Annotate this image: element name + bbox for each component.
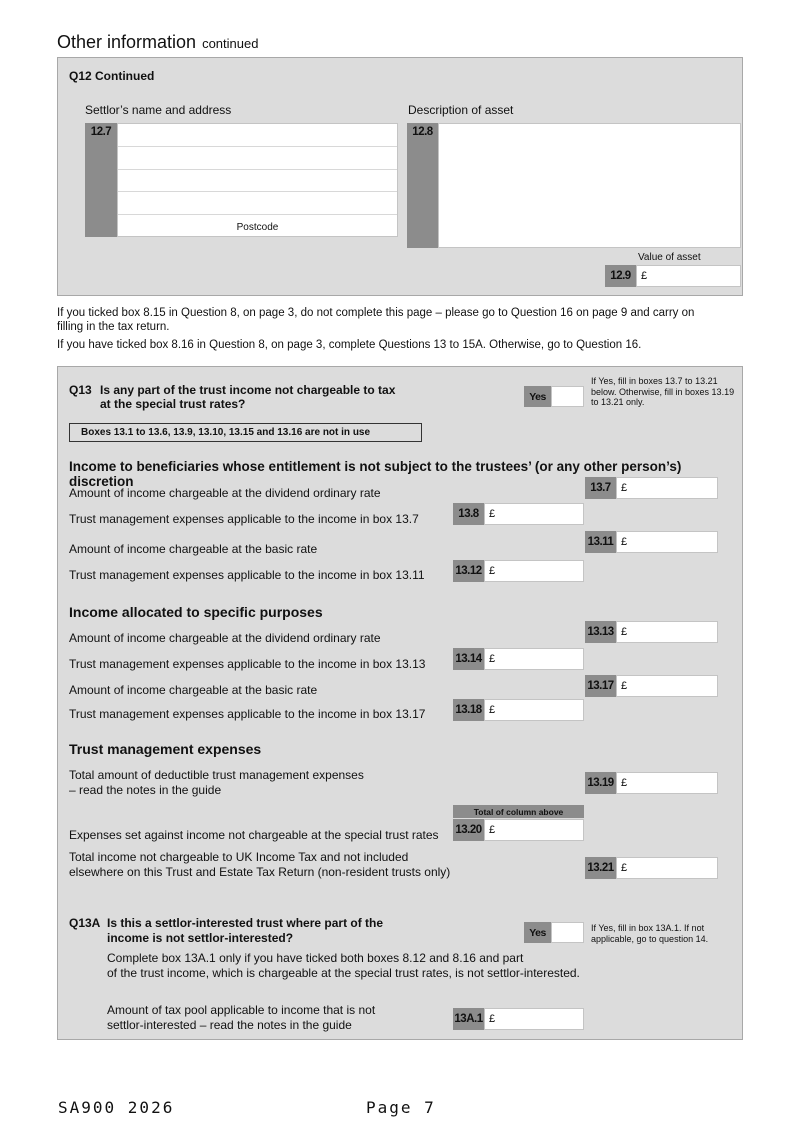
q13a-question-line1: Is this a settlor-interested trust where part of the (107, 916, 384, 930)
box-12-7-label (85, 123, 117, 237)
box-13-11-field[interactable] (616, 531, 718, 553)
address-line-divider (118, 169, 397, 170)
box-13-18-label: 13.18 (453, 699, 484, 721)
box-13-17-label: 13.17 (585, 675, 616, 697)
value-of-asset-label: Value of asset (638, 252, 701, 263)
settlor-label: Settlor’s name and address (85, 103, 232, 117)
box-13-7-label: 13.7 (585, 477, 616, 499)
not-in-use-box: Boxes 13.1 to 13.6, 13.9, 13.10, 13.15 and 13.16 are not in use (69, 423, 422, 442)
box-13-8-field[interactable] (484, 503, 584, 525)
asset-description-field[interactable] (438, 123, 741, 248)
q13-number: Q13 (69, 383, 92, 397)
value-of-asset-field[interactable] (636, 265, 741, 287)
q13-yes-label: Yes (524, 386, 551, 407)
title-continued: continued (202, 36, 259, 51)
box-13-13-field[interactable] (616, 621, 718, 643)
q13a-question-line2: income is not settlor-interested? (107, 931, 294, 945)
q13a-complete-line2: of the trust income, which is chargeable at the special trust rates, is not settlor-interested. (107, 966, 580, 980)
row-13-21-label-line1: Total income not chargeable to UK Income Tax and not included (69, 850, 409, 864)
box-13a-1-label: 13A.1 (453, 1008, 484, 1030)
pound-sign: £ (641, 270, 648, 282)
q13a-amount-line2: settlor-interested – read the notes in the guide (107, 1018, 352, 1032)
q13-question-line1: Is any part of the trust income not chargeable to tax (100, 383, 396, 397)
total-column-header: Total of column above (453, 805, 584, 818)
form-code: SA900 2026 (58, 1098, 175, 1117)
box-13-11-label: 13.11 (585, 531, 616, 553)
row-13-12-label: Trust management expenses applicable to the income in box 13.11 (69, 568, 425, 582)
row-13-17-label: Amount of income chargeable at the basic rate (69, 683, 318, 697)
box-12-9-label: 12.9 (605, 265, 636, 287)
row-13-18-label: Trust management expenses applicable to the income in box 13.17 (69, 707, 426, 721)
pound-sign: £ (621, 482, 628, 494)
box-13-19-label: 13.19 (585, 772, 616, 794)
q13a-complete-line1: Complete box 13A.1 only if you have ticked both boxes 8.12 and 8.16 and part (107, 951, 524, 965)
address-line-divider (118, 214, 397, 215)
row-13-20-label: Expenses set against income not chargeable at the special trust rates (69, 828, 439, 842)
box-13-14-label: 13.14 (453, 648, 484, 670)
q13a-amount-line1: Amount of tax pool applicable to income that is not (107, 1003, 376, 1017)
box-13-14-field[interactable] (484, 648, 584, 670)
q13a-instruction: If Yes, fill in box 13A.1. If not applicable, go to question 14. (591, 923, 709, 944)
q13a-number: Q13A (69, 916, 101, 930)
page-title (57, 32, 258, 53)
section-trust-expenses-heading: Trust management expenses (69, 741, 262, 757)
section-beneficiaries-heading: Income to beneficiaries whose entitlement is not subject to the trustees’ (or any other person’s) discretion (69, 459, 682, 489)
pound-sign: £ (489, 653, 496, 665)
pound-sign: £ (621, 536, 628, 548)
pound-sign: £ (621, 626, 628, 638)
box-13-8-label: 13.8 (453, 503, 484, 525)
pound-sign: £ (621, 680, 628, 692)
note-line-1: If you ticked box 8.15 in Question 8, on page 3, do not complete this page – please go to Question 16 on page 9 and carry on filling in the tax return. (57, 307, 695, 333)
box-13-17-field[interactable] (616, 675, 718, 697)
box-13-18-field[interactable] (484, 699, 584, 721)
box-13-12-label: 13.12 (453, 560, 484, 582)
box-13-20-field[interactable] (484, 819, 584, 841)
box-13a-1-field[interactable] (484, 1008, 584, 1030)
section-specific-purposes-heading: Income allocated to specific purposes (69, 604, 323, 620)
q13-yes-checkbox[interactable] (551, 386, 584, 407)
box-12-7-number: 12.7 (90, 126, 112, 138)
box-13-21-field[interactable] (616, 857, 718, 879)
box-12-8-number: 12.8 (412, 126, 433, 138)
pound-sign: £ (621, 777, 628, 789)
q12-heading: Q12 Continued (69, 69, 155, 83)
row-13-19-label-line1: Total amount of deductible trust management expenses (69, 768, 364, 782)
box-13-19-field[interactable] (616, 772, 718, 794)
row-13-19-label-line2: – read the notes in the guide (69, 783, 222, 797)
row-13-8-label: Trust management expenses applicable to the income in box 13.7 (69, 512, 419, 526)
pound-sign: £ (621, 862, 628, 874)
note-line-2: If you have ticked box 8.16 in Question 8, on page 3, complete Questions 13 to 15A. Otherwise, go to Question 16. (57, 339, 642, 351)
pound-sign: £ (489, 824, 496, 836)
box-13-7-field[interactable] (616, 477, 718, 499)
row-13-11-label: Amount of income chargeable at the basic rate (69, 542, 318, 556)
settlor-address-field[interactable] (117, 123, 398, 237)
page-number: Page 7 (366, 1098, 436, 1117)
address-line-divider (118, 191, 397, 192)
postcode-label: Postcode (236, 222, 279, 233)
box-13-20-label: 13.20 (453, 819, 484, 841)
pound-sign: £ (489, 1013, 496, 1025)
q13a-yes-checkbox[interactable] (551, 922, 584, 943)
pound-sign: £ (489, 704, 496, 716)
pound-sign: £ (489, 508, 496, 520)
box-13-12-field[interactable] (484, 560, 584, 582)
row-13-7-label: Amount of income chargeable at the dividend ordinary rate (69, 486, 381, 500)
address-line-divider (118, 146, 397, 147)
q13a-yes-label: Yes (524, 922, 551, 943)
box-13-13-label: 13.13 (585, 621, 616, 643)
q13-instruction: If Yes, fill in boxes 13.7 to 13.21 below. Otherwise, fill in boxes 13.19 to 13.21 only. (591, 376, 735, 407)
row-13-21-label-line2: elsewhere on this Trust and Estate Tax Return (non-resident trusts only) (69, 865, 451, 879)
title-text: Other information (57, 32, 197, 52)
asset-description-label: Description of asset (408, 103, 514, 117)
q13-question-line2: at the special trust rates? (100, 397, 246, 411)
box-12-8-label (407, 123, 438, 248)
box-13-21-label: 13.21 (585, 857, 616, 879)
pound-sign: £ (489, 565, 496, 577)
row-13-13-label: Amount of income chargeable at the dividend ordinary rate (69, 631, 381, 645)
row-13-14-label: Trust management expenses applicable to the income in box 13.13 (69, 657, 426, 671)
